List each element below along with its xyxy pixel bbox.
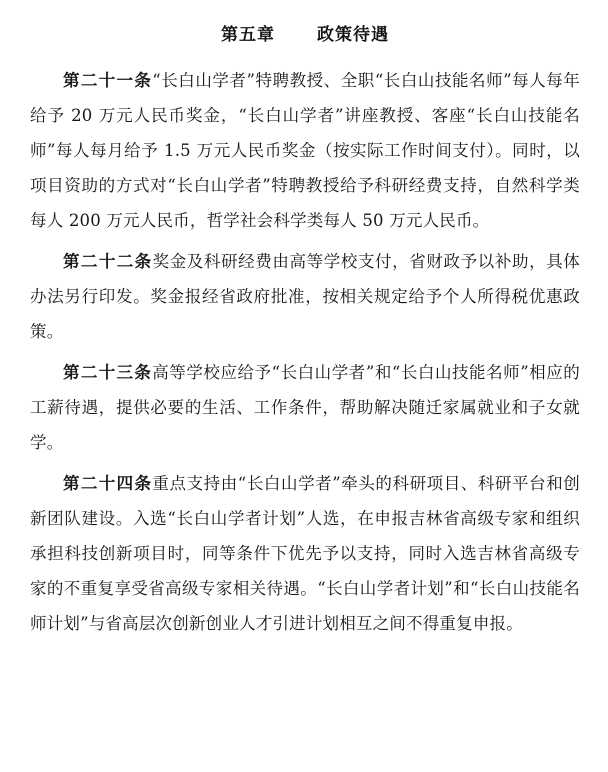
article-paragraph-22 xyxy=(30,244,580,349)
article-label-23: 第二十三条 xyxy=(63,363,153,382)
article-label-22: 第二十二条 xyxy=(63,252,153,271)
article-text-24: 重点支持由“长白山学者”牵头的科研项目、科研平台和创新团队建设。入选“长白山学者计划”人选，在申报吉林省高级专家和组织承担科技创新项目时，同等条件下优先予以支持，同时入选吉林省高级专家的不重复享受省高级专家相关待遇。“长白山学者计划”和“长白山技能名师计划”与省高层次创新创业人才引进计划相互之间不得重复申报。 xyxy=(30,474,580,633)
article-paragraph-23 xyxy=(30,355,580,460)
chapter-number: 第五章 xyxy=(221,25,275,45)
article-text-22: 奖金及科研经费由高等学校支付，省财政予以补助，具体办法另行印发。奖金报经省政府批准，按相关规定给予个人所得税优惠政策。 xyxy=(30,252,581,341)
article-text-21: “长白山学者”特聘教授、全职“长白山技能名师”每人每年给予 20 万元人民币奖金，“长白山学者”讲座教授、客座“长白山技能名师”每人每月给予 1.5 万元人民币奖金（按实际工作时间支付）。同时，以项目资助的方式对“长白山学者”特聘教授给予科研经费支持，自然科学类每人 200 万元人民币，哲学社会科学类每人 50 万元人民币。 xyxy=(30,71,580,230)
article-text-23: 高等学校应给予“长白山学者”和“长白山技能名师”相应的工薪待遇，提供必要的生活、工作条件，帮助解决随迁家属就业和子女就学。 xyxy=(30,363,580,452)
article-label-21: 第二十一条 xyxy=(63,71,153,90)
article-label-24: 第二十四条 xyxy=(63,474,153,493)
article-paragraph-24 xyxy=(30,466,580,641)
chapter-heading xyxy=(30,20,580,45)
chapter-title: 政策待遇 xyxy=(317,25,389,45)
article-paragraph-21 xyxy=(30,63,580,238)
